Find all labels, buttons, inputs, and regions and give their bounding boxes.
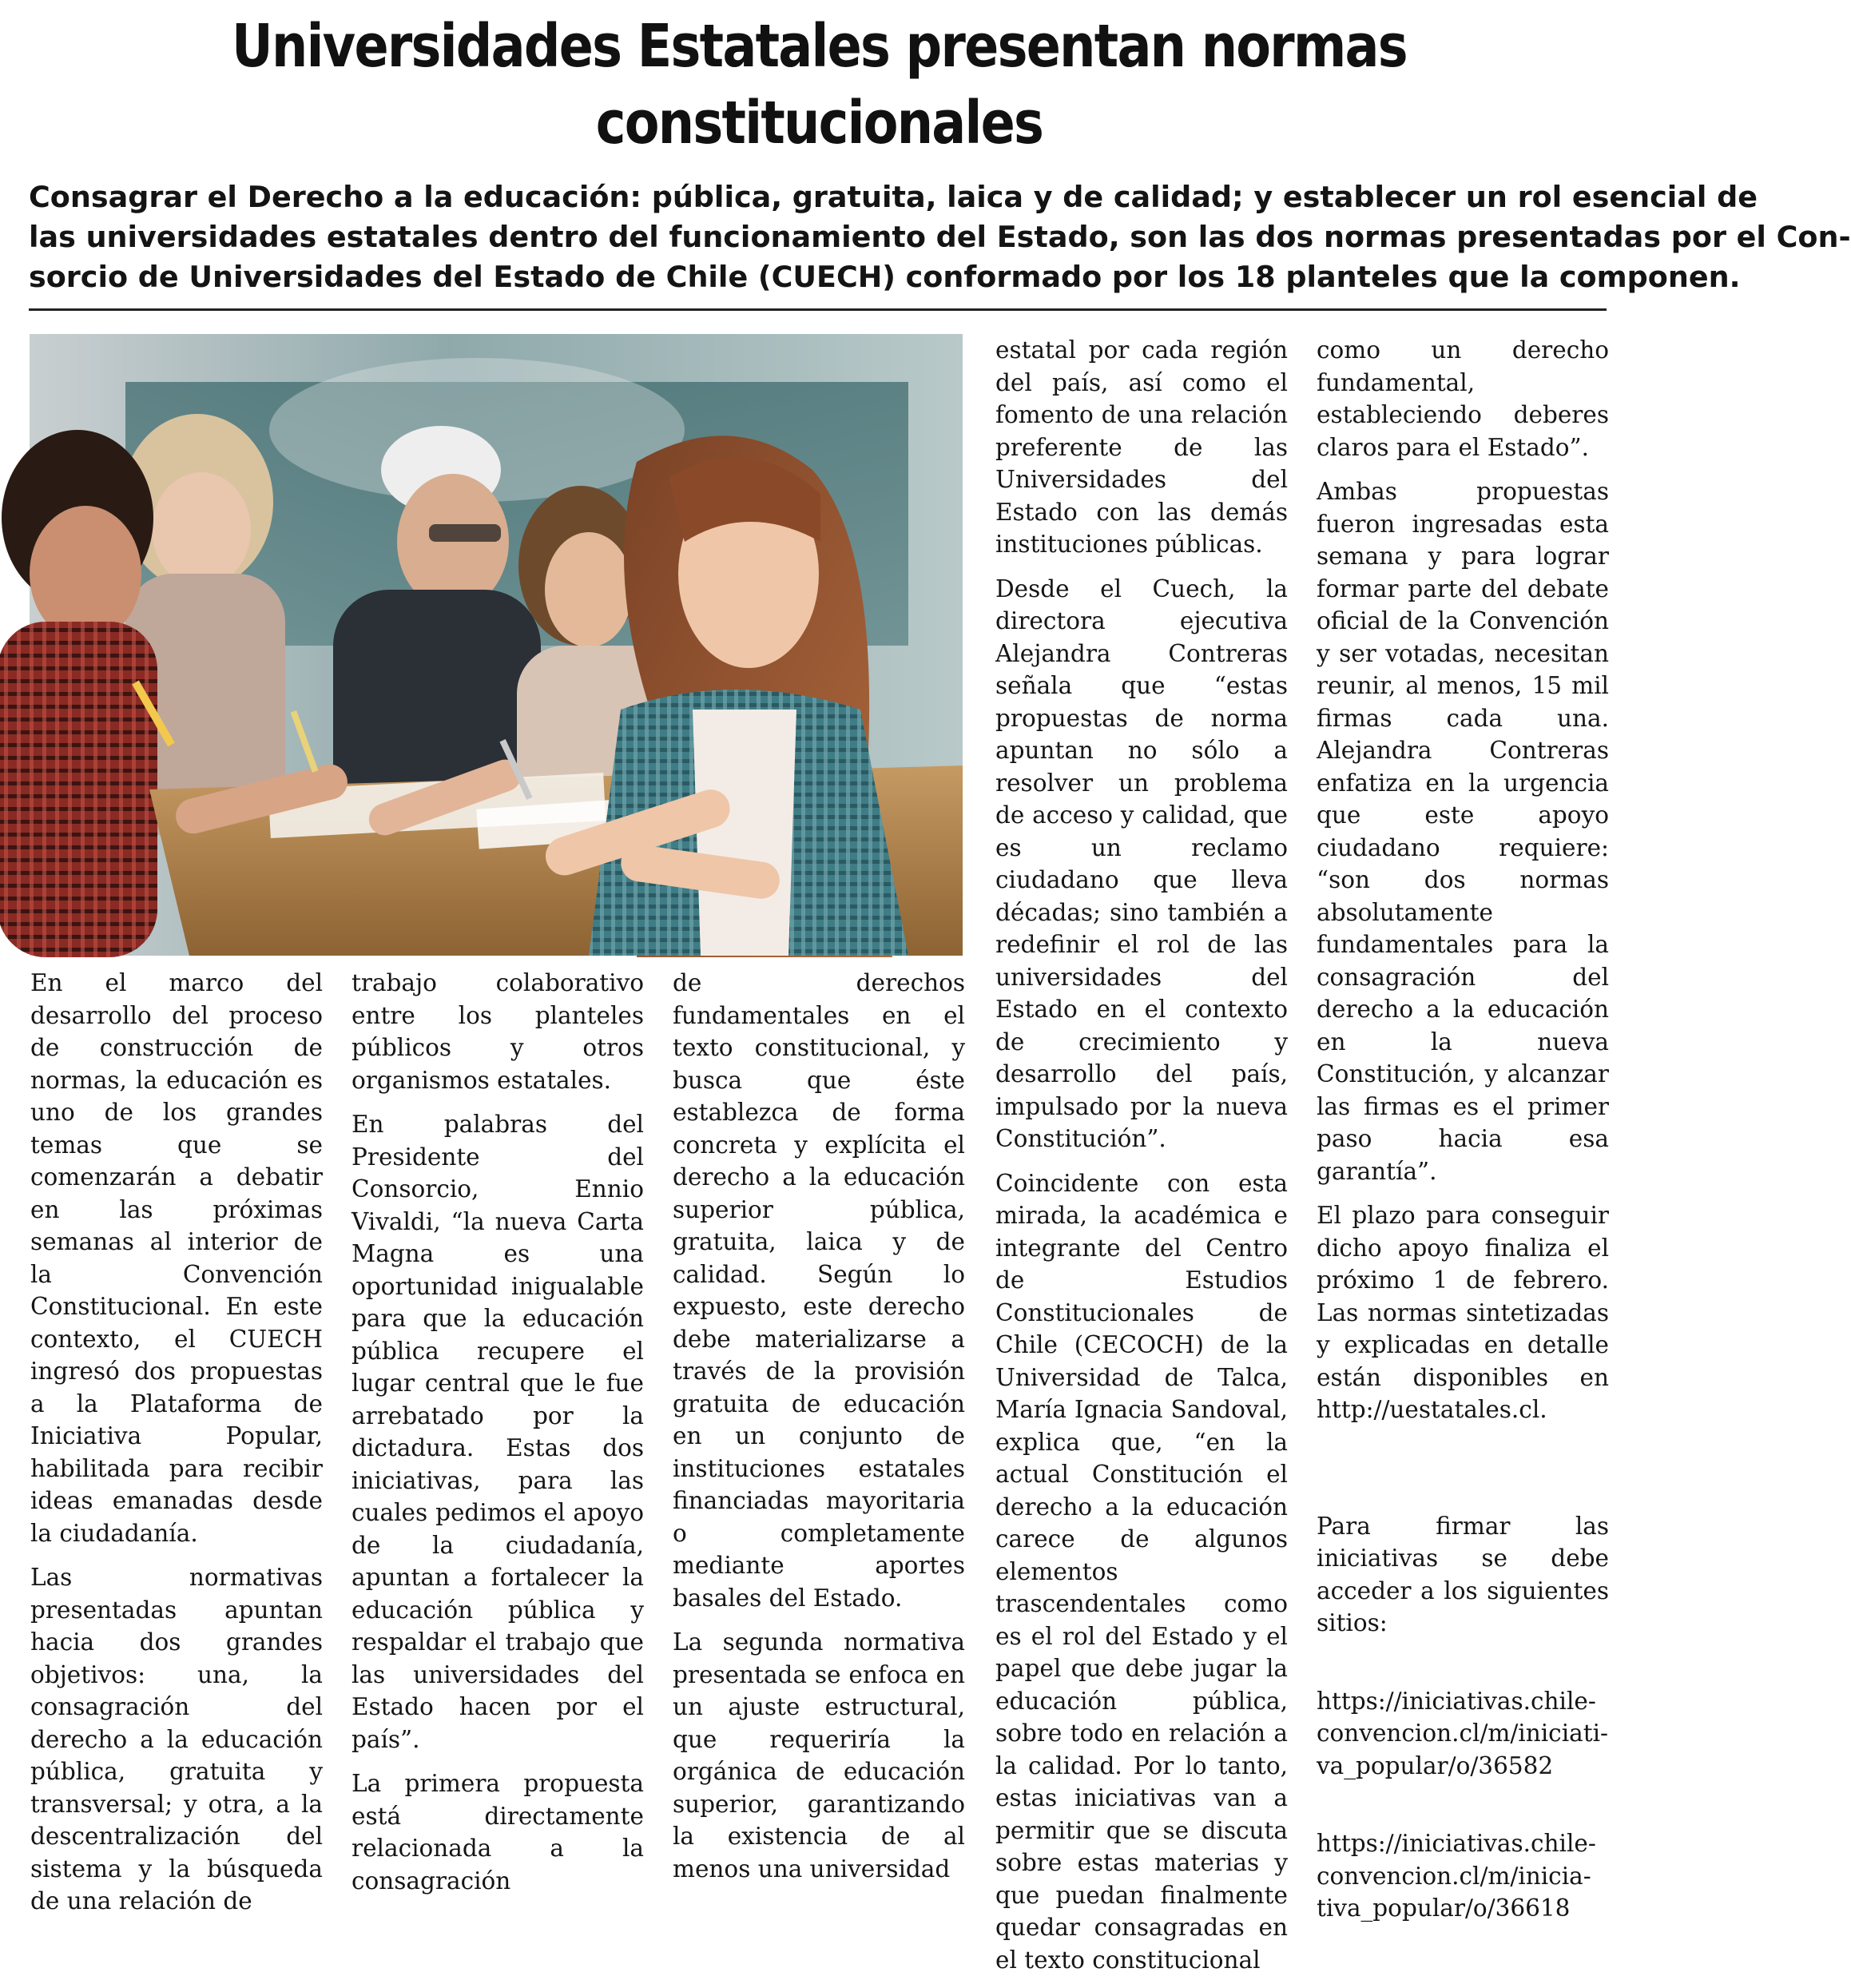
headline-line-2: constitucionales bbox=[595, 89, 1043, 157]
paragraph: En palabras del Presidente del Consorcio, Ennio Vivaldi, “la nueva Carta Magna es una oportunidad inigualable para que la educación pública recupere el lugar central que le fue arrebatado por la dictadura. Estas dos iniciativas, para las cuales pedimos el apoyo de la ciudadanía, apuntan a fortalecer la educación pública y respaldar el trabajo que las universidades del Estado hacen por el país”. bbox=[352, 1111, 644, 1753]
body-column-4 bbox=[995, 334, 1288, 1988]
lead-paragraph bbox=[29, 177, 1851, 297]
body-column-3 bbox=[673, 967, 965, 1897]
body-column-2 bbox=[352, 967, 644, 1909]
paragraph: estatal por cada región del país, así como el fomento de una relación preferente de las Universidades del Estado con las demás instituciones públicas. bbox=[995, 336, 1288, 558]
lead-line-3: sorcio de Universidades del Estado de Chile (CUECH) conformado por los 18 planteles que la componen. bbox=[29, 260, 1741, 294]
body-column-5 bbox=[1317, 334, 1609, 1937]
body-column-1 bbox=[30, 967, 323, 1930]
paragraph: La primera propuesta está directamente relacionada a la consagración bbox=[352, 1770, 644, 1895]
paragraph: trabajo colaborativo entre los planteles públicos y otros organismos estatales. bbox=[352, 969, 644, 1094]
article-photo bbox=[30, 334, 963, 956]
paragraph: Coincidente con esta mirada, la académica e integrante del Centro de Estudios Constitucionales de Chile (CECOCH) de la Universidad de Talca, María Ignacia Sandoval, explica que, “en la actual Constitución el derecho a la educación carece de algunos elementos trascendentales como es el rol del Estado y el papel que debe jugar la educación pública, sobre todo en relación a la calidad. Por lo tanto, estas iniciativas van a permitir que se discuta sobre estas materias y que puedan finalmente quedar consagradas en el texto constitucional bbox=[995, 1169, 1288, 1974]
headline-line-1: Universidades Estatales presentan normas bbox=[232, 12, 1407, 81]
paragraph: Las normativas presentadas apuntan hacia dos grandes objetivos: una, la consagración del derecho a la educación pública, gratuita y transversal; y otra, a la descentralización del sistema y la búsqueda de una relación de bbox=[30, 1564, 323, 1914]
initiative-link-2[interactable]: https://iniciativas.chile- convencion.cl/m/inicia- tiva_popular/o/36618 bbox=[1317, 1830, 1596, 1922]
paragraph: El plazo para conseguir dicho apoyo finaliza el próximo 1 de febrero. Las normas sintetizadas y explicadas en detalle están disponibles en http://uestatales.cl. bbox=[1317, 1202, 1609, 1423]
headline bbox=[115, 8, 1524, 161]
divider-rule bbox=[29, 308, 1607, 311]
lead-line-1: Consagrar el Derecho a la educación: pública, gratuita, laica y de calidad; y establecer un rol esencial de bbox=[29, 180, 1758, 214]
paragraph: Ambas propuestas fueron ingresadas esta semana y para lograr formar parte del debate oficial de la Convención y ser votadas, necesitan reunir, al menos, 15 mil firmas cada una. Alejandra Contreras enfatiza en la urgencia que este apoyo ciudadano requiere: “son dos normas absolutamente fundamentales para la consagración del derecho a la educación en la nueva Constitución, y alcanzar las firmas es el primer paso hacia esa garantía”. bbox=[1317, 478, 1609, 1185]
paragraph: La segunda normativa presentada se enfoca en un ajuste estructural, que requeriría la orgánica de educación superior, garantizando la existencia de al menos una universidad bbox=[673, 1628, 965, 1883]
paragraph: Desde el Cuech, la directora ejecutiva Alejandra Contreras señala que “estas propuestas de norma apuntan no sólo a resolver un problema de acceso y calidad, que es un reclamo ciudadano que lleva décadas; sino también a redefinir el rol de las universidades del Estado en el contexto de crecimiento y desarrollo del país, impulsado por la nueva Constitución”. bbox=[995, 575, 1288, 1152]
paragraph: En el marco del desarrollo del proceso de construcción de normas, la educación es uno de los grandes temas que se comenzarán a debatir en las próximas semanas al interior de la Convención Constitucional. En este contexto, el CUECH ingresó dos propuestas a la Plataforma de Iniciativa Popular, habilitada para recibir ideas emanadas desde la ciudadanía. bbox=[30, 969, 323, 1547]
signup-instructions: Para firmar las iniciativas se debe acceder a los siguientes sitios: bbox=[1317, 1512, 1609, 1636]
lead-line-2: las universidades estatales dentro del funcionamiento del Estado, son las dos normas presentadas por el Con- bbox=[29, 220, 1851, 254]
paragraph: como un derecho fundamental, estableciendo deberes claros para el Estado”. bbox=[1317, 336, 1609, 461]
initiative-link-1[interactable]: https://iniciativas.chile- convencion.cl/m/iniciati- va_popular/o/36582 bbox=[1317, 1687, 1608, 1779]
paragraph: de derechos fundamentales en el texto constitucional, y busca que éste establezca de forma concreta y explícita el derecho a la educación superior pública, gratuita, laica y de calidad. Según lo expuesto, este derecho debe materializarse a través de la provisión gratuita de educación en un conjunto de instituciones estatales financiadas mayoritaria o completamente mediante aportes basales del Estado. bbox=[673, 969, 965, 1612]
